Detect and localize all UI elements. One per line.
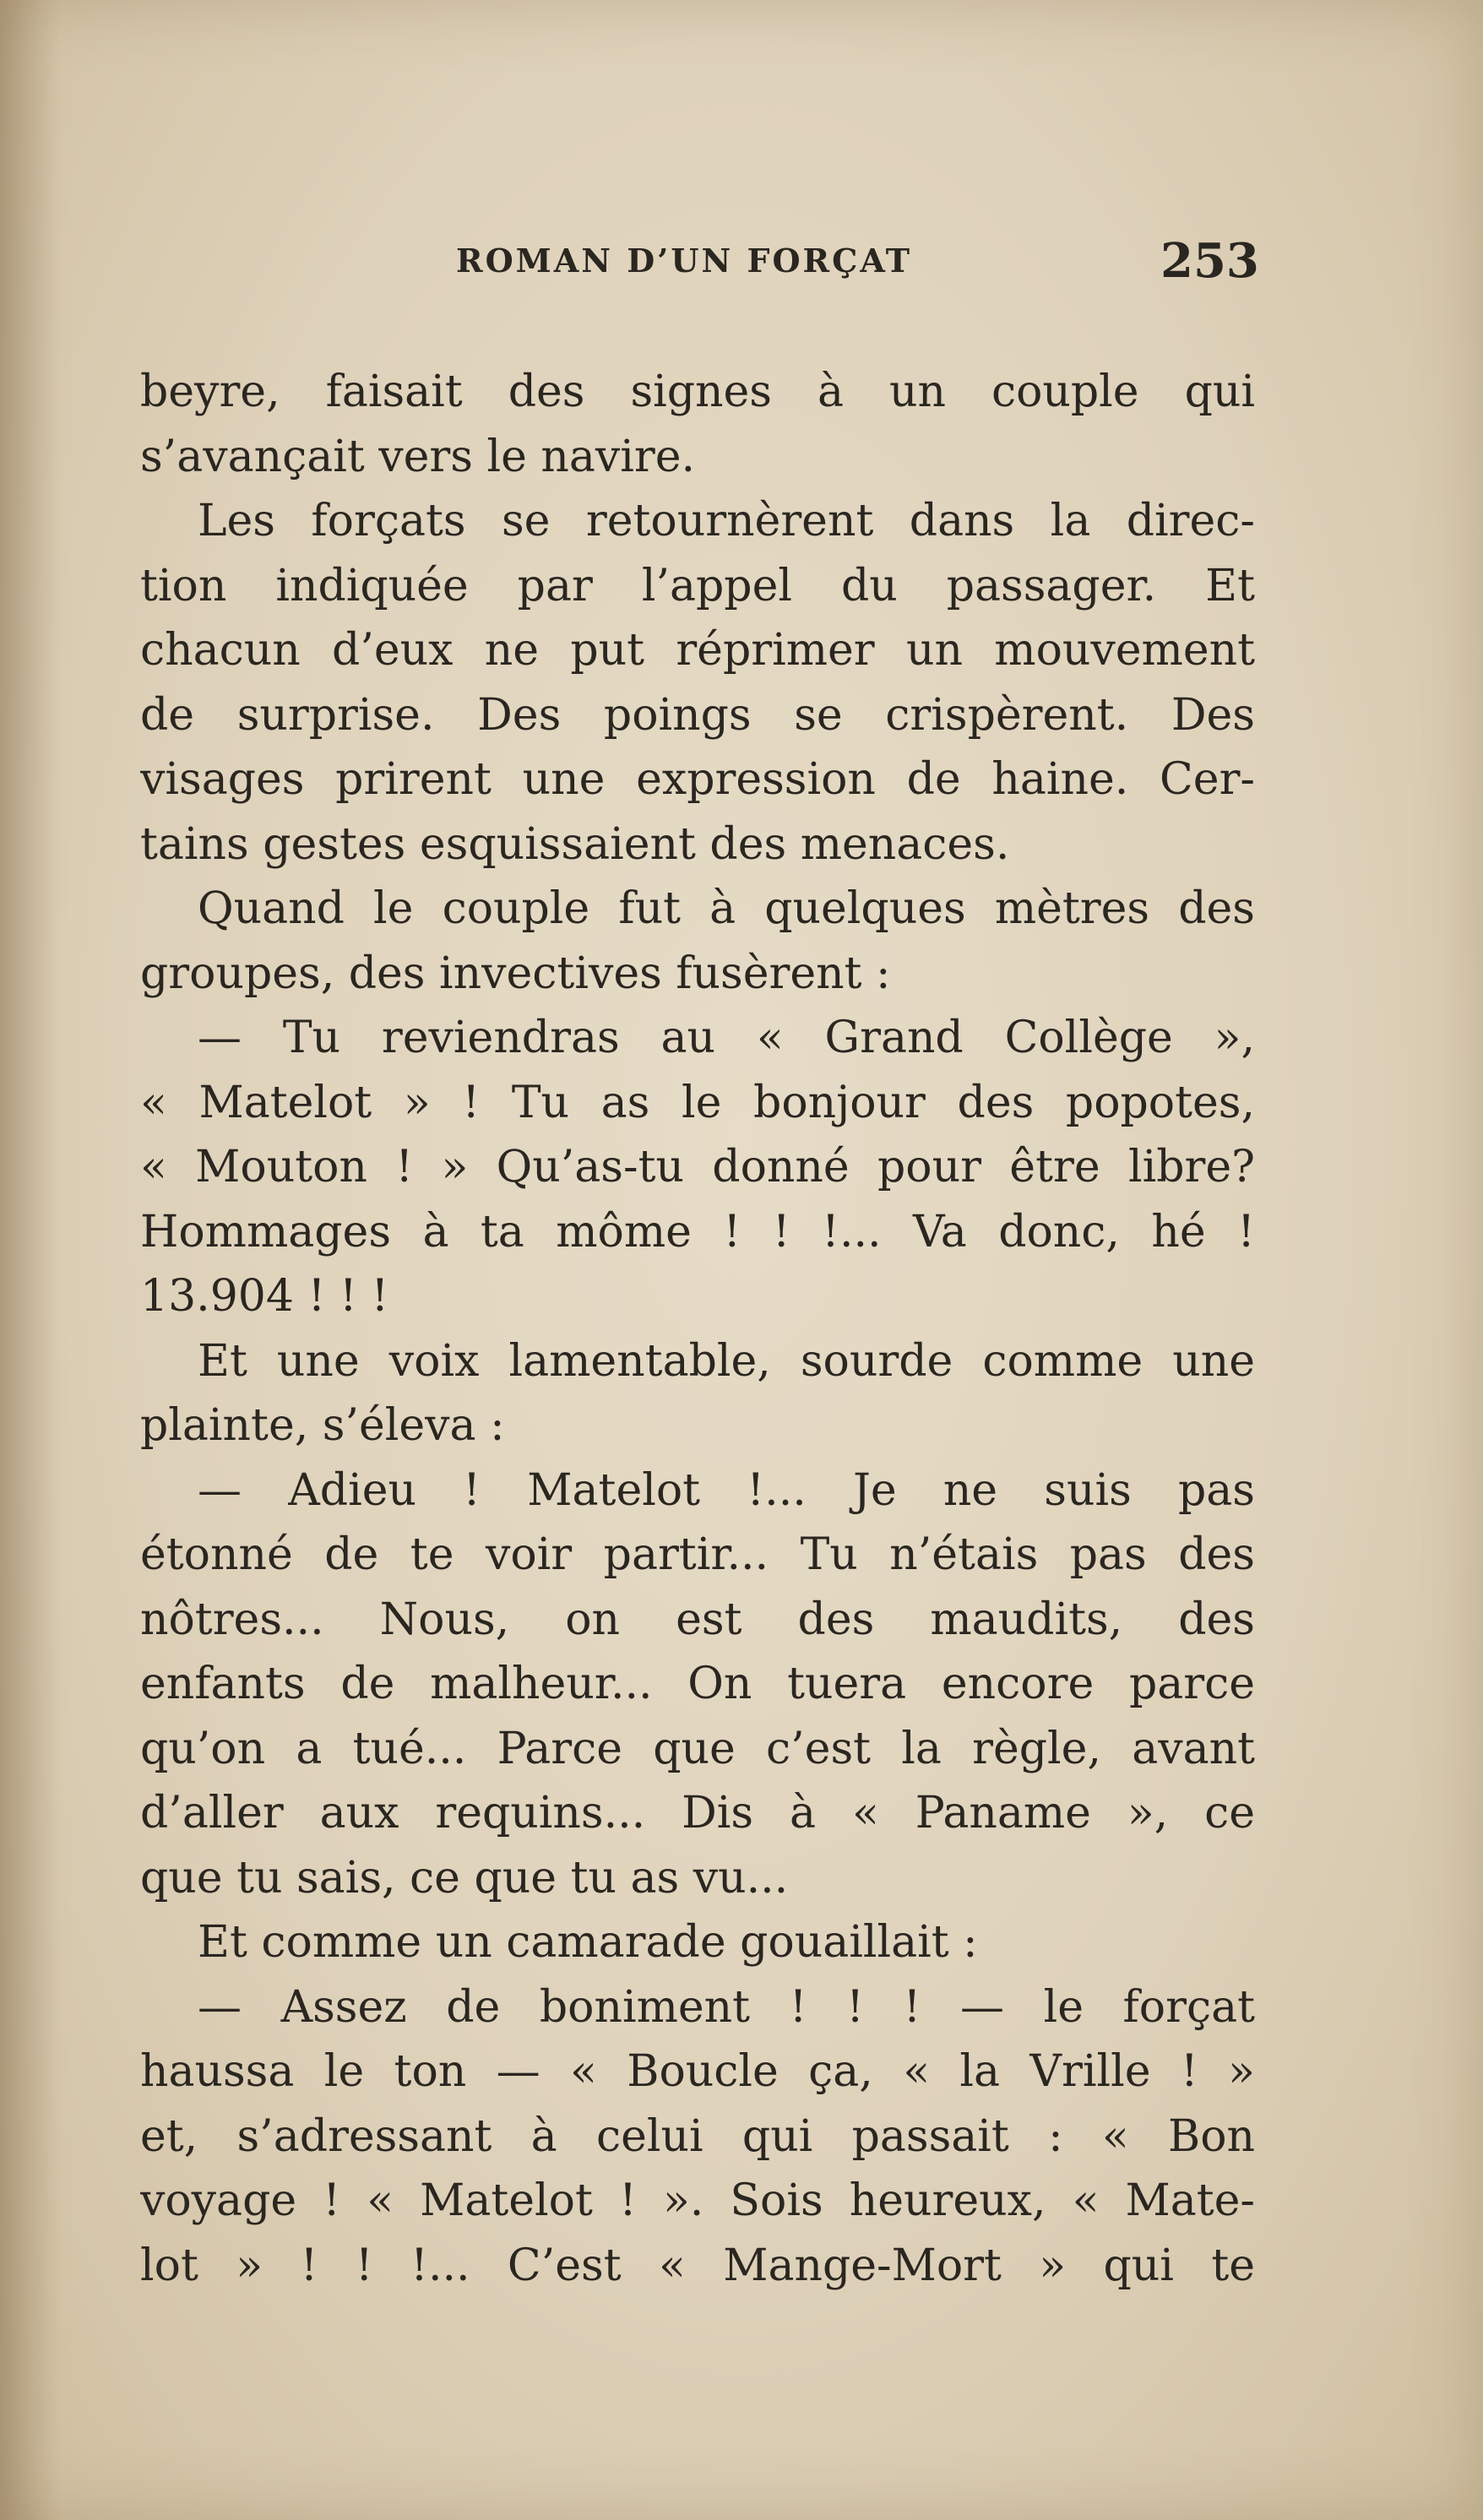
text-line: enfants de malheur... On tuera encore parce xyxy=(140,1659,1255,1709)
text-line: — Adieu ! Matelot !... Je ne suis pas xyxy=(198,1464,1255,1516)
text-line: Les forçats se retournèrent dans la direc- xyxy=(198,496,1255,546)
running-title: ROMAN D’UN FORÇAT xyxy=(456,242,913,280)
running-head xyxy=(0,233,1483,289)
text-line: Et une voix lamentable, sourde comme une xyxy=(198,1335,1255,1387)
text-line: d’aller aux requins... Dis à « Paname », ce xyxy=(140,1788,1255,1838)
text-line: Et comme un camarade gouaillait : xyxy=(198,1917,978,1968)
body-text xyxy=(140,360,1255,2298)
text-line: — Tu reviendras au « Grand Collège », xyxy=(198,1013,1255,1063)
text-line: — Assez de boniment ! ! ! — le forçat xyxy=(198,1981,1255,2033)
text-line: tion indiquée par l’appel du passager. Et xyxy=(140,560,1255,611)
text-line: tains gestes esquissaient des menaces. xyxy=(140,818,1010,870)
text-line: plainte, s’éleva : xyxy=(140,1400,505,1451)
text-line: étonné de te voir partir... Tu n’étais pas des xyxy=(140,1529,1255,1580)
page-number: 253 xyxy=(1160,233,1259,289)
text-line: 13.904 ! ! ! xyxy=(140,1271,389,1322)
text-line: que tu sais, ce que tu as vu... xyxy=(140,1852,789,1904)
text-line: groupes, des invectives fusèrent : xyxy=(140,948,891,999)
text-line: voyage ! « Matelot ! ». Sois heureux, « Mate- xyxy=(140,2175,1255,2226)
text-line: visages prirent une expression de haine. Cer- xyxy=(140,754,1255,805)
text-line: Quand le couple fut à quelques mètres des xyxy=(198,883,1255,934)
text-line: chacun d’eux ne put réprimer un mouvement xyxy=(140,625,1255,676)
text-line: haussa le ton — « Boucle ça, « la Vrille ! » xyxy=(140,2046,1255,2097)
text-line: s’avançait vers le navire. xyxy=(140,431,696,482)
text-line: et, s’adressant à celui qui passait : « Bon xyxy=(140,2110,1255,2162)
text-line: « Matelot » ! Tu as le bonjour des popotes, xyxy=(140,1077,1255,1128)
text-line: nôtres... Nous, on est des maudits, des xyxy=(140,1594,1255,1645)
text-line: « Mouton ! » Qu’as-tu donné pour être libre? xyxy=(140,1142,1255,1192)
text-line: beyre, faisait des signes à un couple qui xyxy=(140,367,1255,417)
text-line: qu’on a tué... Parce que c’est la règle, avant xyxy=(140,1723,1255,1774)
text-line: de surprise. Des poings se crispèrent. Des xyxy=(140,689,1255,741)
text-line: lot » ! ! !... C’est « Mange-Mort » qui te xyxy=(140,2240,1255,2291)
text-line: Hommages à ta môme ! ! !... Va donc, hé ! xyxy=(140,1206,1255,1257)
